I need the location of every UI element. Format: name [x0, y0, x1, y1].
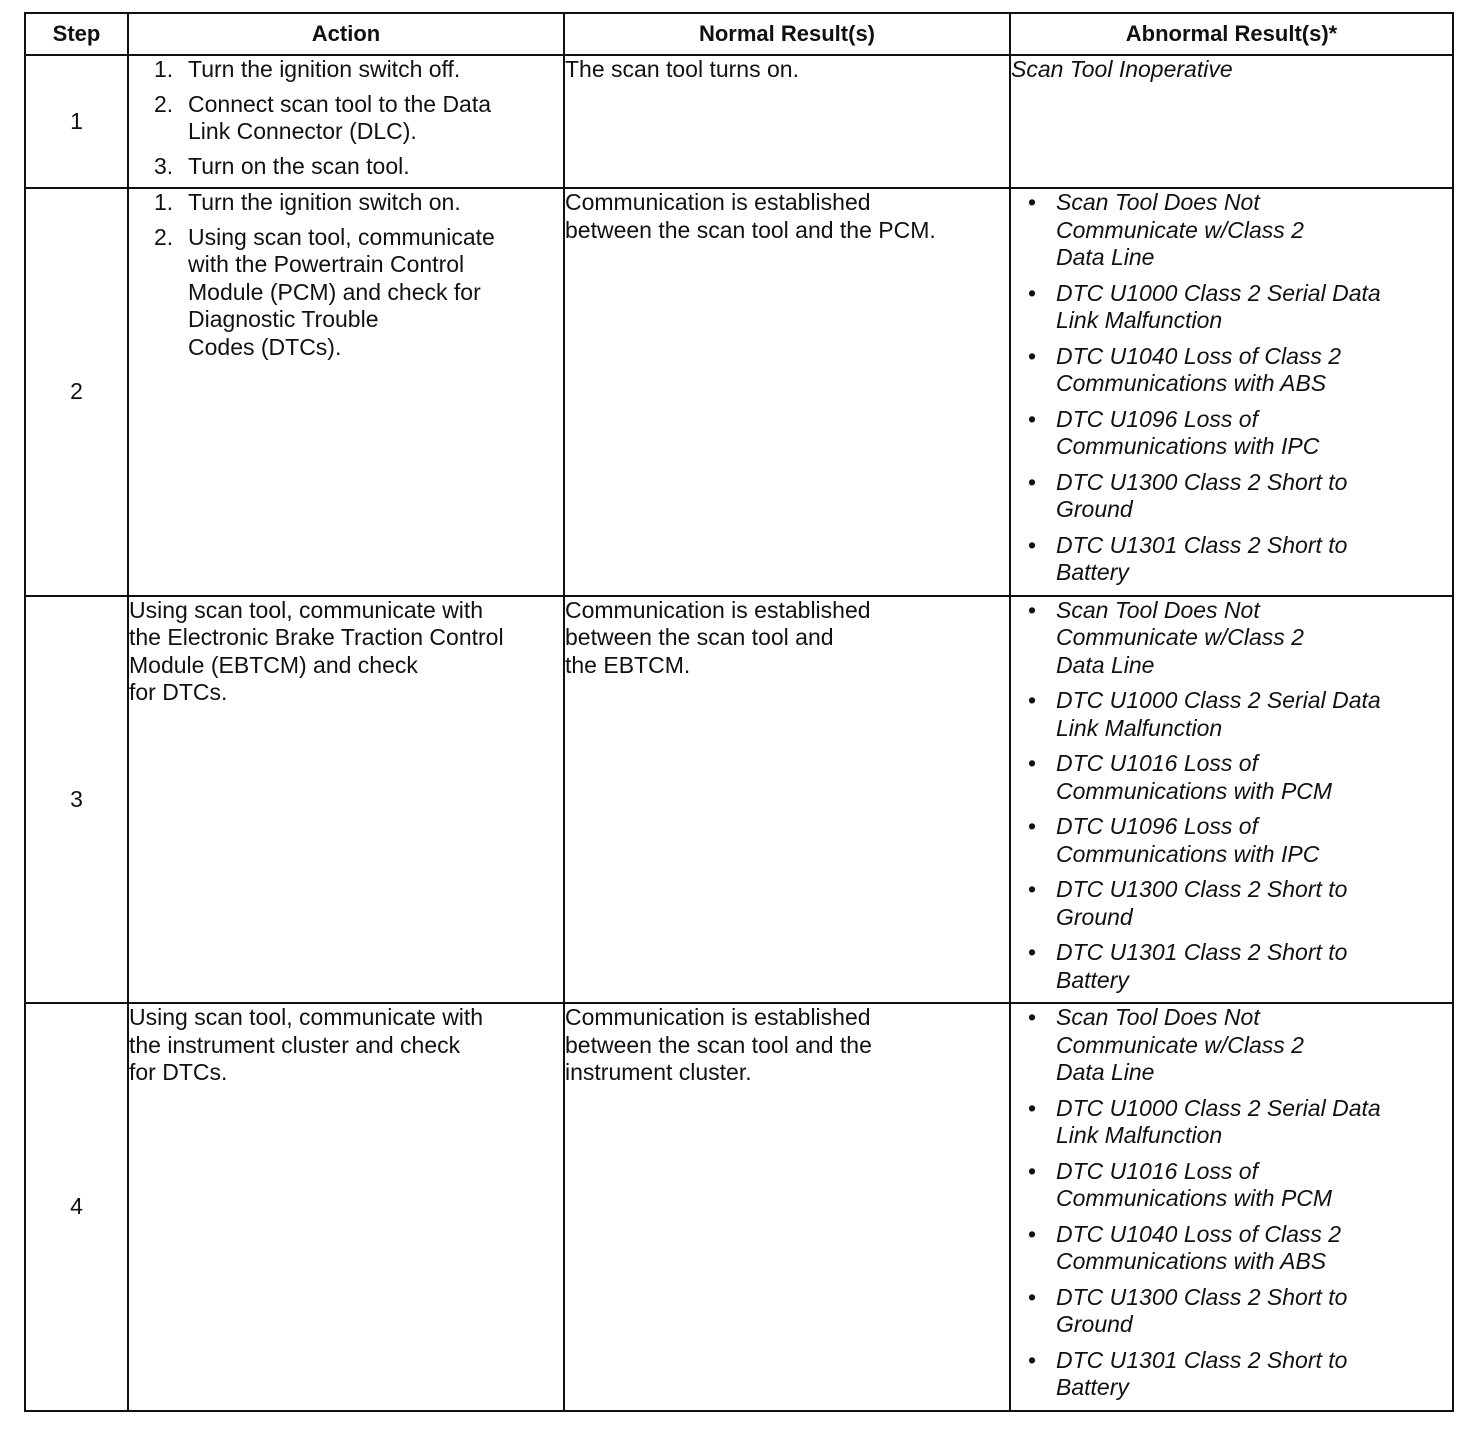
diagnostic-table: [24, 12, 1454, 1412]
normal-result-cell: Communication is established between the scan tool and the EBTCM.: [564, 596, 1010, 1004]
bullet-icon: •: [1028, 687, 1037, 713]
abnormal-result-item: • DTC U1040 Loss of Class 2 Communications with ABS: [1028, 1220, 1342, 1274]
abnormal-result-item: • DTC U1096 Loss of Communications with IPC: [1028, 405, 1320, 459]
abnormal-result-item: • DTC U1300 Class 2 Short to Ground: [1028, 1283, 1348, 1337]
action-cell: [128, 55, 564, 188]
bullet-icon: •: [1028, 876, 1037, 902]
bullet-icon: •: [1028, 531, 1037, 558]
action-step: 1. Turn the ignition switch on.: [154, 189, 461, 215]
header-abnormal-results: Abnormal Result(s)*: [1010, 13, 1453, 55]
abnormal-result-item: • DTC U1016 Loss of Communications with PCM: [1028, 750, 1333, 804]
abnormal-result-item: • DTC U1000 Class 2 Serial Data Link Malfunction: [1028, 1094, 1381, 1148]
abnormal-result-item: • DTC U1000 Class 2 Serial Data Link Malfunction: [1028, 687, 1381, 741]
abnormal-result-item: • DTC U1300 Class 2 Short to Ground: [1028, 468, 1348, 522]
bullet-icon: •: [1028, 189, 1037, 215]
step-number: 3: [25, 596, 128, 1004]
header-action: Action: [128, 13, 564, 55]
abnormal-result-item: • DTC U1301 Class 2 Short to Battery: [1028, 939, 1348, 993]
header-normal-results: Normal Result(s): [564, 13, 1010, 55]
abnormal-result-item: • Scan Tool Does Not Communicate w/Class 2 Data Line: [1028, 189, 1304, 270]
action-cell: [128, 188, 564, 596]
bullet-icon: •: [1028, 596, 1037, 623]
bullet-icon: •: [1028, 279, 1037, 306]
table-row: [25, 596, 1453, 1004]
bullet-icon: •: [1028, 1283, 1037, 1310]
step-number: 1: [25, 55, 128, 188]
action-step: 2. Connect scan tool to the Data Link Connector (DLC).: [154, 90, 492, 144]
step-number: 4: [25, 1003, 128, 1411]
bullet-icon: •: [1028, 468, 1037, 495]
action-step-list: [129, 56, 563, 180]
bullet-icon: •: [1028, 813, 1037, 839]
abnormal-result-cell: [1010, 1003, 1453, 1411]
abnormal-result-item: • Scan Tool Does Not Communicate w/Class 2 Data Line: [1028, 596, 1304, 678]
bullet-icon: •: [1028, 1094, 1037, 1121]
bullet-icon: •: [1028, 939, 1037, 965]
action-step: 3. Turn on the scan tool.: [154, 152, 410, 179]
bullet-icon: •: [1028, 1346, 1037, 1373]
table-row: [25, 188, 1453, 596]
bullet-icon: •: [1028, 1220, 1037, 1247]
action-step: 1. Turn the ignition switch off.: [154, 56, 461, 82]
action-step: 2. Using scan tool, communicate with the Powertrain Control Module (PCM) and check for Diagnostic Trouble Codes (DTCs).: [154, 223, 495, 360]
table-row: [25, 1003, 1453, 1411]
action-step-list: [129, 189, 563, 361]
normal-result-cell: Communication is established between the scan tool and the instrument cluster.: [564, 1003, 1010, 1411]
bullet-icon: •: [1028, 1157, 1037, 1184]
abnormal-result-list: [1011, 1004, 1452, 1402]
diagnostic-document: [24, 12, 1452, 1412]
bullet-icon: •: [1028, 405, 1037, 432]
abnormal-result-list: [1011, 597, 1452, 995]
normal-result-cell: Communication is established between the scan tool and the PCM.: [564, 188, 1010, 596]
action-cell: Using scan tool, communicate with the instrument cluster and check for DTCs.: [128, 1003, 564, 1411]
abnormal-result-item: • DTC U1000 Class 2 Serial Data Link Malfunction: [1028, 279, 1381, 333]
abnormal-result-item: • DTC U1301 Class 2 Short to Battery: [1028, 531, 1348, 585]
bullet-icon: •: [1028, 750, 1037, 776]
abnormal-result-list: [1011, 189, 1452, 587]
abnormal-result-item: • DTC U1016 Loss of Communications with PCM: [1028, 1157, 1333, 1211]
abnormal-result-item: • DTC U1040 Loss of Class 2 Communications with ABS: [1028, 342, 1342, 396]
abnormal-result-cell: Scan Tool Inoperative: [1010, 55, 1453, 188]
abnormal-result-cell: [1010, 188, 1453, 596]
header-row: [25, 13, 1453, 55]
abnormal-result-item: • Scan Tool Does Not Communicate w/Class 2 Data Line: [1028, 1004, 1304, 1085]
abnormal-result-cell: [1010, 596, 1453, 1004]
bullet-icon: •: [1028, 342, 1037, 369]
step-number: 2: [25, 188, 128, 596]
bullet-icon: •: [1028, 1004, 1037, 1030]
normal-result-cell: The scan tool turns on.: [564, 55, 1010, 188]
abnormal-result-item: • DTC U1300 Class 2 Short to Ground: [1028, 876, 1348, 930]
action-cell: Using scan tool, communicate with the Electronic Brake Traction Control Module (EBTCM) and check for DTCs.: [128, 596, 564, 1004]
abnormal-result-item: • DTC U1301 Class 2 Short to Battery: [1028, 1346, 1348, 1400]
header-step: Step: [25, 13, 128, 55]
table-row: [25, 55, 1453, 188]
abnormal-result-item: • DTC U1096 Loss of Communications with IPC: [1028, 813, 1320, 867]
